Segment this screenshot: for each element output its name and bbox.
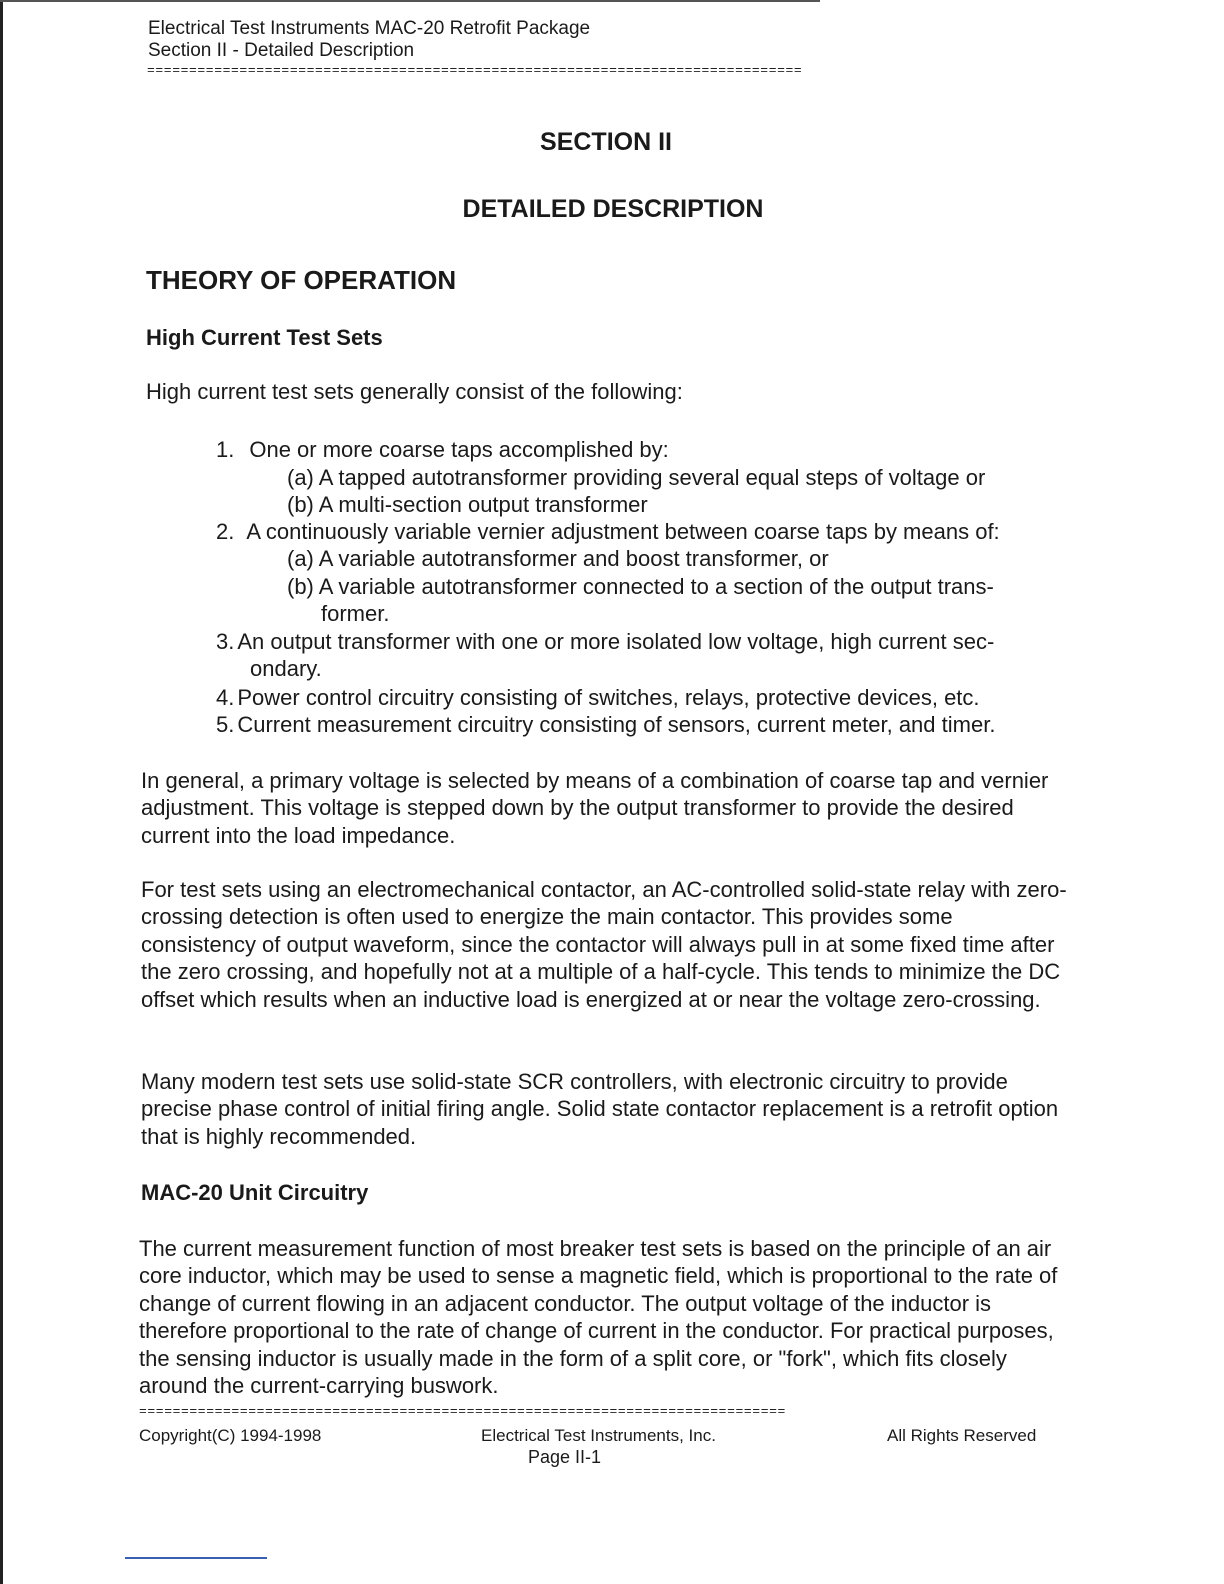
list-text: A continuously variable vernier adjustment between coarse taps by means of:: [246, 519, 1000, 544]
footer-page-number: Page II-1: [528, 1447, 602, 1467]
paragraph-mac20: The current measurement function of most breaker test sets is based on the principle of an air core inductor, which may be used to sense a magnetic field, which is proportional to the rate of change of current flowing in an adjacent conductor. The output voltage of the inductor is therefore proportional to the rate of change of current in the conductor. For practical purposes, the sensing inductor is usually made in the form of a split core, or "fork", which fits closely around the current-carrying buswork.: [139, 1236, 1058, 1399]
left-scan-edge: [0, 0, 3, 1584]
list-number: 5.: [216, 712, 235, 737]
list-subitem: (b) A multi-section output transformer: [287, 492, 648, 517]
bottom-scan-line: [125, 1557, 267, 1559]
list-continuation: ondary.: [250, 656, 322, 681]
footer-copyright: Copyright(C) 1994-1998: [139, 1426, 322, 1445]
list-item: [216, 436, 669, 463]
footer-separator: =============================================================================: [139, 1404, 786, 1419]
paragraph-contactor: For test sets using an electromechanical contactor, an AC-controlled solid-state relay with zero-crossing detection is often used to energize the main contactor. This provides some consistency of output waveform, since the contactor will always pull in at some fixed time after the zero crossing, and hopefully not at a multiple of a half-cycle. This tends to minimize the DC offset which results when an inductive load is energized at or near the voltage zero-crossing.: [141, 877, 1067, 1012]
section-title: SECTION II: [540, 128, 672, 156]
list-number: 1.: [216, 437, 235, 462]
list-text: An output transformer with one or more isolated low voltage, high current sec-: [237, 629, 995, 654]
list-subitem: (a) A variable autotransformer and boost transformer, or: [287, 546, 829, 571]
list-subitem: (a) A tapped autotransformer providing several equal steps of voltage or: [287, 465, 986, 490]
list-number: 3.: [216, 629, 235, 654]
list-item: [216, 518, 1000, 545]
high-current-intro: High current test sets generally consist of the following:: [146, 379, 683, 404]
footer-company: Electrical Test Instruments, Inc.: [481, 1426, 716, 1445]
list-item: [216, 628, 994, 655]
list-number: 2.: [216, 519, 235, 544]
header-subtitle: Section II - Detailed Description: [148, 40, 415, 61]
header-separator: ==============================================================================: [147, 63, 803, 78]
theory-heading: THEORY OF OPERATION: [146, 265, 457, 295]
footer-rights: All Rights Reserved: [887, 1426, 1037, 1445]
list-text: Power control circuitry consisting of switches, relays, protective devices, etc.: [237, 685, 980, 710]
list-item: [216, 684, 980, 711]
section-subtitle: DETAILED DESCRIPTION: [462, 195, 764, 223]
high-current-heading: High Current Test Sets: [146, 325, 383, 350]
list-number: 4.: [216, 685, 235, 710]
list-item: [216, 711, 995, 738]
paragraph-general: In general, a primary voltage is selected by means of a combination of coarse tap and vernier adjustment. This voltage is stepped down by the output transformer to provide the desired current into the load impedance.: [141, 768, 1049, 848]
mac20-heading: MAC-20 Unit Circuitry: [141, 1180, 369, 1205]
list-text: One or more coarse taps accomplished by:: [249, 437, 669, 462]
list-text: Current measurement circuitry consisting of sensors, current meter, and timer.: [237, 712, 996, 737]
paragraph-scr: Many modern test sets use solid-state SCR controllers, with electronic circuitry to provide precise phase control of initial firing angle. Solid state contactor replacement is a retrofit option that is highly recommended.: [141, 1069, 1059, 1149]
list-subitem: (b) A variable autotransformer connected to a section of the output trans-: [287, 574, 994, 599]
header-title: Electrical Test Instruments MAC-20 Retrofit Package: [148, 18, 591, 39]
list-continuation: former.: [321, 601, 390, 626]
top-scan-edge: [0, 0, 820, 2]
